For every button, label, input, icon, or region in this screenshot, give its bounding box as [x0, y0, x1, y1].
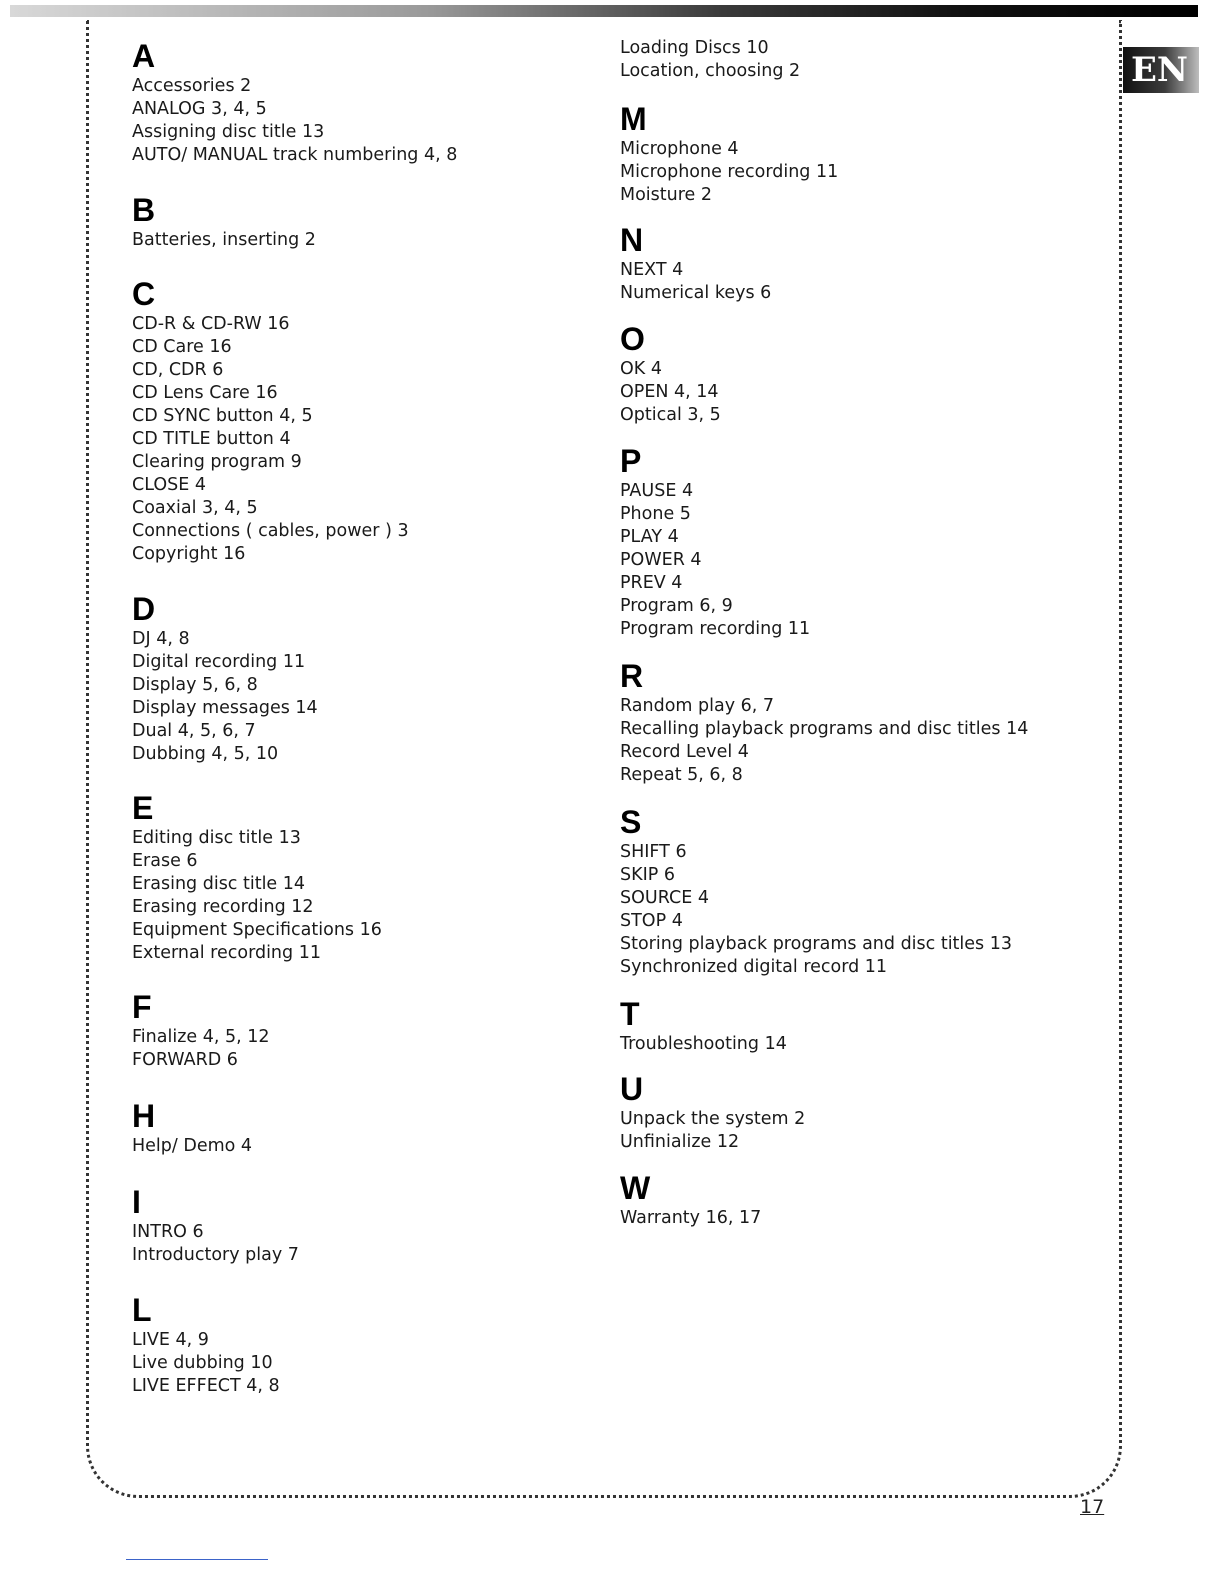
- index-entry: Live dubbing 10: [132, 1353, 273, 1373]
- index-section: [132, 590, 592, 766]
- entry-list: [620, 1207, 1100, 1230]
- index-entry: CLOSE 4: [132, 475, 206, 495]
- index-entry: FORWARD 6: [132, 1050, 238, 1070]
- index-section: [620, 221, 1100, 305]
- index-entry: AUTO/ MANUAL track numbering 4, 8: [132, 145, 458, 165]
- index-entry: Program 6, 9: [620, 596, 733, 616]
- index-entry: Assigning disc title 13: [132, 122, 325, 142]
- entry-list: [620, 1033, 1100, 1056]
- index-entry: Introductory play 7: [132, 1245, 299, 1265]
- language-tab: EN: [1123, 47, 1199, 93]
- section-letter: R: [620, 658, 644, 694]
- index-entry: NEXT 4: [620, 260, 684, 280]
- index-entry: Moisture 2: [620, 185, 713, 205]
- index-entry: Optical 3, 5: [620, 405, 721, 425]
- section-letter: N: [620, 222, 644, 258]
- entry-list: [132, 1329, 592, 1398]
- page-number: 17: [1080, 1496, 1105, 1518]
- index-entry: Dual 4, 5, 6, 7: [132, 721, 256, 741]
- entry-list: [132, 313, 592, 566]
- index-entry: Record Level 4: [620, 742, 749, 762]
- index-entry: CD SYNC button 4, 5: [132, 406, 313, 426]
- index-entry: Numerical keys 6: [620, 283, 772, 303]
- index-entry: DJ 4, 8: [132, 629, 190, 649]
- entry-list: [132, 229, 592, 252]
- index-entry: Microphone 4: [620, 139, 739, 159]
- index-entry: SOURCE 4: [620, 888, 709, 908]
- index-entry: STOP 4: [620, 911, 683, 931]
- index-section: [132, 1097, 592, 1158]
- index-entry: Phone 5: [620, 504, 691, 524]
- index-section: [620, 100, 1100, 207]
- header-gradient-bar: [10, 5, 1198, 17]
- section-letter: U: [620, 1071, 644, 1107]
- index-entry: Coaxial 3, 4, 5: [132, 498, 258, 518]
- index-entry: Unfinialize 12: [620, 1132, 740, 1152]
- section-letter: D: [132, 591, 156, 627]
- entry-list: [620, 37, 1100, 83]
- index-entry: Erasing recording 12: [132, 897, 314, 917]
- index-entry: CD TITLE button 4: [132, 429, 291, 449]
- section-letter: B: [132, 192, 156, 228]
- index-entry: SKIP 6: [620, 865, 675, 885]
- index-entry: Dubbing 4, 5, 10: [132, 744, 279, 764]
- index-entry: Random play 6, 7: [620, 696, 775, 716]
- section-letter: C: [132, 276, 156, 312]
- index-column-right: [620, 37, 1100, 1230]
- index-entry: OK 4: [620, 359, 662, 379]
- section-letter: W: [620, 1170, 651, 1206]
- index-entry: LIVE EFFECT 4, 8: [132, 1376, 280, 1396]
- index-entry: Erasing disc title 14: [132, 874, 306, 894]
- index-entry: Clearing program 9: [132, 452, 302, 472]
- index-section: [620, 657, 1100, 787]
- index-entry: INTRO 6: [132, 1222, 204, 1242]
- index-entry: POWER 4: [620, 550, 702, 570]
- index-section: [620, 803, 1100, 979]
- entry-list: [620, 695, 1100, 787]
- index-entry: PLAY 4: [620, 527, 679, 547]
- index-section: [132, 1291, 592, 1398]
- entry-list: [620, 259, 1100, 305]
- index-entry: Warranty 16, 17: [620, 1208, 762, 1228]
- section-letter: M: [620, 101, 647, 137]
- entry-list: [132, 827, 592, 965]
- entry-list: [620, 138, 1100, 207]
- index-section: [620, 320, 1100, 427]
- index-entry: Microphone recording 11: [620, 162, 839, 182]
- index-section: [132, 789, 592, 965]
- index-entry: Erase 6: [132, 851, 198, 871]
- section-letter: S: [620, 804, 642, 840]
- footer-rule: [126, 1559, 268, 1560]
- index-column-left: [132, 37, 592, 1398]
- index-section: [132, 191, 592, 252]
- index-section: [620, 1169, 1100, 1230]
- index-entry: Help/ Demo 4: [132, 1136, 253, 1156]
- entry-list: [132, 1135, 592, 1158]
- index-entry: CD Care 16: [132, 337, 232, 357]
- index-entry: LIVE 4, 9: [132, 1330, 209, 1350]
- index-entry: PREV 4: [620, 573, 683, 593]
- index-entry: Troubleshooting 14: [620, 1034, 787, 1054]
- index-entry: Digital recording 11: [132, 652, 306, 672]
- section-letter: T: [620, 996, 640, 1032]
- index-entry: OPEN 4, 14: [620, 382, 719, 402]
- entry-list: [620, 1108, 1100, 1154]
- index-section: [620, 1070, 1100, 1154]
- index-entry: Display 5, 6, 8: [132, 675, 258, 695]
- index-entry: Repeat 5, 6, 8: [620, 765, 743, 785]
- index-entry: Program recording 11: [620, 619, 811, 639]
- index-entry: Unpack the system 2: [620, 1109, 806, 1129]
- index-section: [132, 37, 592, 167]
- index-section: [620, 442, 1100, 641]
- index-section: [132, 988, 592, 1072]
- index-entry: CD, CDR 6: [132, 360, 224, 380]
- index-entry: Storing playback programs and disc titles 13: [620, 934, 1012, 954]
- index-entry: Editing disc title 13: [132, 828, 301, 848]
- section-letter: H: [132, 1098, 156, 1134]
- index-entry: Accessories 2: [132, 76, 252, 96]
- index-entry: PAUSE 4: [620, 481, 694, 501]
- index-section: [620, 37, 1100, 83]
- entry-list: [132, 1221, 592, 1267]
- section-letter: A: [132, 38, 156, 74]
- entry-list: [132, 75, 592, 167]
- index-entry: SHIFT 6: [620, 842, 687, 862]
- section-letter: O: [620, 321, 645, 357]
- index-entry: Equipment Specifications 16: [132, 920, 382, 940]
- index-entry: CD-R & CD-RW 16: [132, 314, 290, 334]
- index-entry: Finalize 4, 5, 12: [132, 1027, 270, 1047]
- entry-list: [620, 841, 1100, 979]
- entry-list: [132, 1026, 592, 1072]
- index-section: [132, 1183, 592, 1267]
- index-entry: Loading Discs 10: [620, 38, 769, 58]
- index-entry: Display messages 14: [132, 698, 318, 718]
- index-section: [620, 995, 1100, 1056]
- section-letter: P: [620, 443, 642, 479]
- section-letter: L: [132, 1292, 152, 1328]
- index-entry: ANALOG 3, 4, 5: [132, 99, 267, 119]
- index-entry: CD Lens Care 16: [132, 383, 278, 403]
- entry-list: [132, 628, 592, 766]
- entry-list: [620, 480, 1100, 641]
- index-entry: Location, choosing 2: [620, 61, 801, 81]
- index-section: [132, 275, 592, 566]
- index-entry: Recalling playback programs and disc titles 14: [620, 719, 1029, 739]
- section-letter: F: [132, 989, 152, 1025]
- index-entry: Synchronized digital record 11: [620, 957, 888, 977]
- index-entry: External recording 11: [132, 943, 321, 963]
- section-letter: E: [132, 790, 154, 826]
- section-letter: I: [132, 1184, 141, 1220]
- index-entry: Batteries, inserting 2: [132, 230, 316, 250]
- index-entry: Copyright 16: [132, 544, 246, 564]
- entry-list: [620, 358, 1100, 427]
- index-entry: Connections ( cables, power ) 3: [132, 521, 409, 541]
